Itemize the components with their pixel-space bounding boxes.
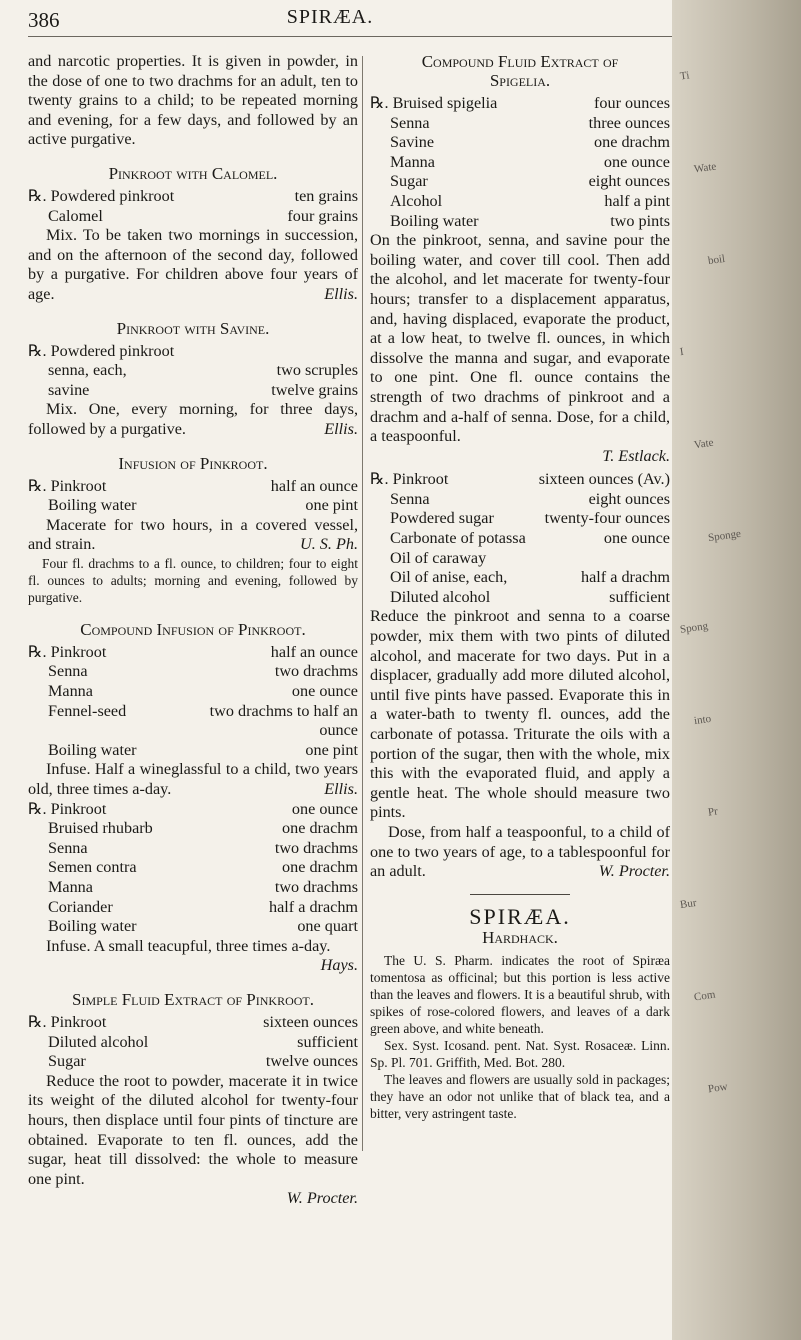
edge-text-fragment: Pr (707, 805, 719, 819)
prescription (28, 643, 358, 761)
column-divider (362, 56, 363, 1151)
prescription-line (28, 800, 358, 820)
section-heading: Simple Fluid Extract of Pinkroot. (72, 989, 314, 1009)
prescription-line (28, 1013, 358, 1033)
ingredient-name: ℞. Bruised spigelia (370, 94, 498, 112)
prescription-line (28, 342, 358, 362)
prescription-line (28, 917, 358, 937)
source-attribution: Ellis. (324, 284, 358, 303)
source-attribution: W. Procter. (598, 862, 670, 881)
ingredient-name: Manna (48, 878, 93, 896)
prescription-line (28, 496, 358, 516)
ingredient-name: ℞. Pinkroot (28, 642, 107, 661)
ingredient-quantity: two drachms to half an (209, 701, 358, 720)
ingredient-quantity: twelve ounces (265, 1052, 358, 1071)
ingredient-name: ℞. Pinkroot (370, 470, 449, 489)
ingredient-name: Senna (48, 838, 88, 857)
ingredient-quantity: half a drachm (581, 568, 670, 587)
prescription-line (28, 477, 358, 497)
prescription-line (28, 643, 358, 663)
prescription-line (370, 212, 670, 232)
source-attribution: W. Procter. (286, 1189, 358, 1208)
ingredient-quantity: two drachms (274, 662, 358, 681)
ingredient-name: Senna (390, 113, 430, 132)
ingredient-name: ℞. Powdered pinkroot (28, 186, 175, 205)
ingredient-name (299, 721, 319, 741)
ingredient-name: Boiling water (48, 496, 137, 515)
ingredient-quantity: one ounce (291, 682, 358, 701)
adjacent-page-edge (672, 0, 801, 1340)
ingredient-name: ℞. Pinkroot (28, 1012, 107, 1031)
ingredient-quantity: one pint (305, 496, 358, 515)
prescription-line (370, 549, 670, 569)
ingredient-name: Fennel-seed (48, 701, 127, 720)
article-paragraph: Sex. Syst. Icosand. pent. Nat. Syst. Rosaceæ. Linn. Sp. Pl. 701. Griffith, Med. Bot. 280. (370, 1037, 670, 1070)
prescription (28, 800, 358, 937)
prescription (370, 94, 670, 231)
prescription-line (370, 490, 670, 510)
ingredient-name: Powdered sugar (390, 509, 494, 528)
directions: Infuse. Half a wineglassful to a child, two years old, three times a-day. Ellis. (28, 760, 358, 799)
ingredient-quantity: sixteen ounces (263, 1012, 358, 1031)
source-attribution: U. S. Ph. (300, 535, 358, 554)
ingredient-quantity: one ounce (603, 152, 670, 171)
prescription-line (28, 207, 358, 227)
ingredient-quantity: two scruples (276, 361, 358, 380)
prescription-line (370, 133, 670, 153)
prescription-line (370, 192, 670, 212)
intro-paragraph: and narcotic properties. It is given in powder, in the dose of one to two drachms for an adult, ten to twenty grains to a child; to be repeated morning and evening, for a few days, and followed by an active purgative. (28, 52, 358, 149)
dosage-note: Four fl. drachms to a fl. ounce, to children; four to eight fl. ounces to adults; morning and evening, followed by purgative. (28, 555, 358, 605)
ingredient-name: Diluted alcohol (48, 1032, 149, 1051)
ingredient-quantity: sufficient (297, 1032, 358, 1051)
edge-text-fragment: into (693, 712, 712, 728)
prescription (28, 1013, 358, 1072)
ingredient-quantity: four ounces (594, 94, 670, 112)
edge-text-fragment: Wate (693, 160, 718, 176)
section-heading-line: Compound Fluid Extract of (421, 52, 619, 71)
prescription-line (28, 381, 358, 401)
ingredient-name: Diluted alcohol (390, 587, 491, 606)
ingredient-quantity: one ounce (291, 799, 358, 818)
article-subtitle: Hardhack. (482, 928, 558, 948)
prescription-line (28, 662, 358, 682)
edge-text-fragment: I (679, 345, 685, 359)
prescription-line (28, 361, 358, 381)
article-paragraph: The leaves and flowers are usually sold in packages; they have an odor not unlike that of black tea, and a bitter, very astringent taste. (370, 1071, 670, 1121)
section-heading: Pinkroot with Savine. (116, 318, 270, 338)
prescription-line (370, 509, 670, 529)
section-heading (370, 52, 670, 90)
ingredient-quantity: one pint (305, 740, 358, 759)
ingredient-quantity: two drachms (274, 878, 358, 896)
ingredient-name: Oil of caraway (390, 548, 487, 567)
section-rule (470, 894, 570, 895)
prescription-line (28, 858, 358, 878)
edge-text-fragment: Spong (679, 620, 709, 636)
ingredient-quantity: eight ounces (588, 172, 670, 191)
prescription-line (370, 172, 670, 192)
ingredient-name: Manna (390, 152, 435, 171)
ingredient-name: ℞. Pinkroot (28, 476, 107, 495)
directions: Macerate for two hours, in a covered vessel, and strain. U. S. Ph. (28, 515, 358, 554)
ingredient-quantity: twenty-four ounces (544, 509, 670, 528)
ingredient-name: Sugar (48, 1052, 86, 1071)
ingredient-name: Boiling water (390, 211, 479, 230)
article-paragraph: The U. S. Pharm. indicates the root of Spiræa tomentosa as officinal; but this portion is less active than the leaves and flowers. It is a beautiful shrub, with spikes of rose-colored flowers, and leaves of a dark green above, and white beneath. (370, 952, 670, 1036)
ingredient-quantity: three ounces (588, 113, 670, 132)
ingredient-quantity: half a pint (604, 191, 670, 210)
edge-text-fragment: Com (693, 988, 717, 1004)
ingredient-quantity: sufficient (609, 587, 670, 606)
prescription (370, 470, 670, 607)
ingredient-quantity: sixteen ounces (Av.) (538, 470, 670, 489)
prescription-line (28, 839, 358, 859)
prescription-line (28, 682, 358, 702)
ingredient-quantity: half an ounce (270, 642, 358, 661)
ingredient-quantity: ounce (319, 721, 358, 740)
ingredient-name: Oil of anise, each, (390, 568, 508, 587)
ingredient-quantity: two drachms (274, 838, 358, 857)
left-column (28, 52, 358, 1209)
prescription-line (28, 187, 358, 207)
ingredient-name: Manna (48, 682, 93, 701)
ingredient-name: Senna (48, 662, 88, 681)
section-heading-line: Spigelia. (489, 71, 551, 90)
prescription (28, 187, 358, 226)
ingredient-name: Savine (390, 133, 435, 152)
prescription-line (370, 568, 670, 588)
source-attribution: Hays. (320, 956, 358, 975)
ingredient-name: ℞. Pinkroot (28, 799, 107, 818)
ingredient-name: Semen contra (48, 858, 137, 877)
prescription-line (28, 898, 358, 918)
ingredient-name: Bruised rhubarb (48, 819, 153, 838)
edge-text-fragment: Vate (693, 436, 715, 452)
edge-text-fragment: Sponge (707, 527, 742, 545)
edge-text-fragment: boil (707, 252, 726, 268)
ingredient-quantity: eight ounces (588, 489, 670, 508)
prescription-line (370, 470, 670, 490)
directions: On the pinkroot, senna, and savine pour the boiling water, and cover till cool. Then add the alcohol, and let macerate for twenty-four hours; transfer to a displacement apparatus, and, having displaced, evaporate the product, at a low heat, to twelve fl. ounces, in which dissolve the manna and sugar, and evaporate to one pint. One fl. ounce contains the strength of two drachms of pinkroot and a drachm and a-half of senna. Dose, for a child, a teaspoonful. (370, 231, 670, 446)
prescription-line (28, 721, 358, 741)
prescription-line (28, 741, 358, 761)
source-attribution: Ellis. (324, 419, 358, 438)
ingredient-name: Coriander (48, 897, 113, 916)
ingredient-quantity: ten grains (294, 186, 358, 205)
edge-text-fragment: Pow (707, 1080, 729, 1096)
ingredient-name: Calomel (48, 206, 103, 225)
dosage-paragraph: Dose, from half a teaspoonful, to a child of one to two years of age, to a tablespoonful for an adult. W. Procter. (370, 822, 670, 881)
ingredient-quantity: half a drachm (269, 897, 358, 916)
prescription-line (28, 1033, 358, 1053)
directions: Mix. One, every morning, for three days, followed by a purgative. Ellis. (28, 400, 358, 438)
ingredient-quantity: one quart (297, 917, 358, 936)
prescription-line (28, 702, 358, 722)
right-column (370, 52, 670, 1122)
section-heading: Pinkroot with Calomel. (108, 163, 278, 183)
ingredient-quantity: four grains (287, 206, 358, 225)
ingredient-quantity: one ounce (603, 529, 670, 548)
ingredient-name: Senna (390, 489, 430, 508)
directions: Reduce the pinkroot and senna to a coarse powder, mix them with two pints of diluted alcohol, and macerate for two days. Put in a displacer, gradually add more diluted alcohol, until five pints have passed. Evaporate this in a water-bath to twenty fl. ounces, add the carbonate of potassa. Triturate the oils with a portion of the sugar, then with the whole, mix this with the evaporated fluid, and apply a gentle heat. The whole should measure two pints. (370, 607, 670, 822)
article-title: SPIRÆA. (469, 903, 571, 929)
ingredient-name: Alcohol (390, 191, 443, 210)
prescription (28, 477, 358, 516)
ingredient-quantity: half an ounce (270, 476, 358, 495)
ingredient-name: ℞. Powdered pinkroot (28, 341, 175, 360)
prescription-line (370, 588, 670, 608)
ingredient-name: Carbonate of potassa (390, 529, 526, 548)
prescription-line (28, 819, 358, 839)
edge-text-fragment: Bur (679, 896, 698, 912)
directions: Infuse. A small teacupful, three times a-day. (46, 936, 331, 955)
header-rule (28, 36, 738, 37)
prescription-line (370, 529, 670, 549)
prescription (28, 342, 358, 401)
ingredient-name: Boiling water (48, 740, 137, 759)
source-attribution: T. Estlack. (602, 446, 670, 465)
edge-text-fragment: Ti (679, 69, 691, 83)
ingredient-quantity: two pints (610, 211, 670, 230)
directions: Reduce the root to powder, macerate it in twice its weight of the diluted alcohol for twenty-four hours, then displace until four pints of tincture are obtained. Evaporate to ten fl. ounces, add the sugar, heat till dissolved: the whole to measure one pint. (28, 1071, 358, 1188)
ingredient-quantity: one drachm (282, 819, 358, 838)
page-number: 386 (28, 8, 60, 32)
ingredient-name: senna, each, (48, 361, 127, 380)
section-heading: Infusion of Pinkroot. (118, 453, 268, 473)
ingredient-quantity: one drachm (282, 858, 358, 877)
prescription-line (370, 153, 670, 173)
prescription-line (370, 94, 670, 114)
prescription-line (28, 878, 358, 898)
prescription-line (28, 1052, 358, 1072)
directions: Mix. To be taken two mornings in succession, and on the afternoon of the second day, followed by a purgative. For children above four years of age. Ellis. (28, 226, 358, 303)
ingredient-name: Sugar (390, 172, 428, 191)
source-attribution: Ellis. (324, 780, 358, 799)
ingredient-name: savine (48, 380, 90, 399)
section-heading: Compound Infusion of Pinkroot. (80, 619, 306, 639)
ingredient-name: Boiling water (48, 917, 137, 936)
ingredient-quantity: twelve grains (271, 380, 358, 399)
prescription-line (370, 114, 670, 134)
ingredient-quantity: one drachm (594, 133, 670, 152)
running-title: SPIRÆA. (286, 6, 374, 28)
